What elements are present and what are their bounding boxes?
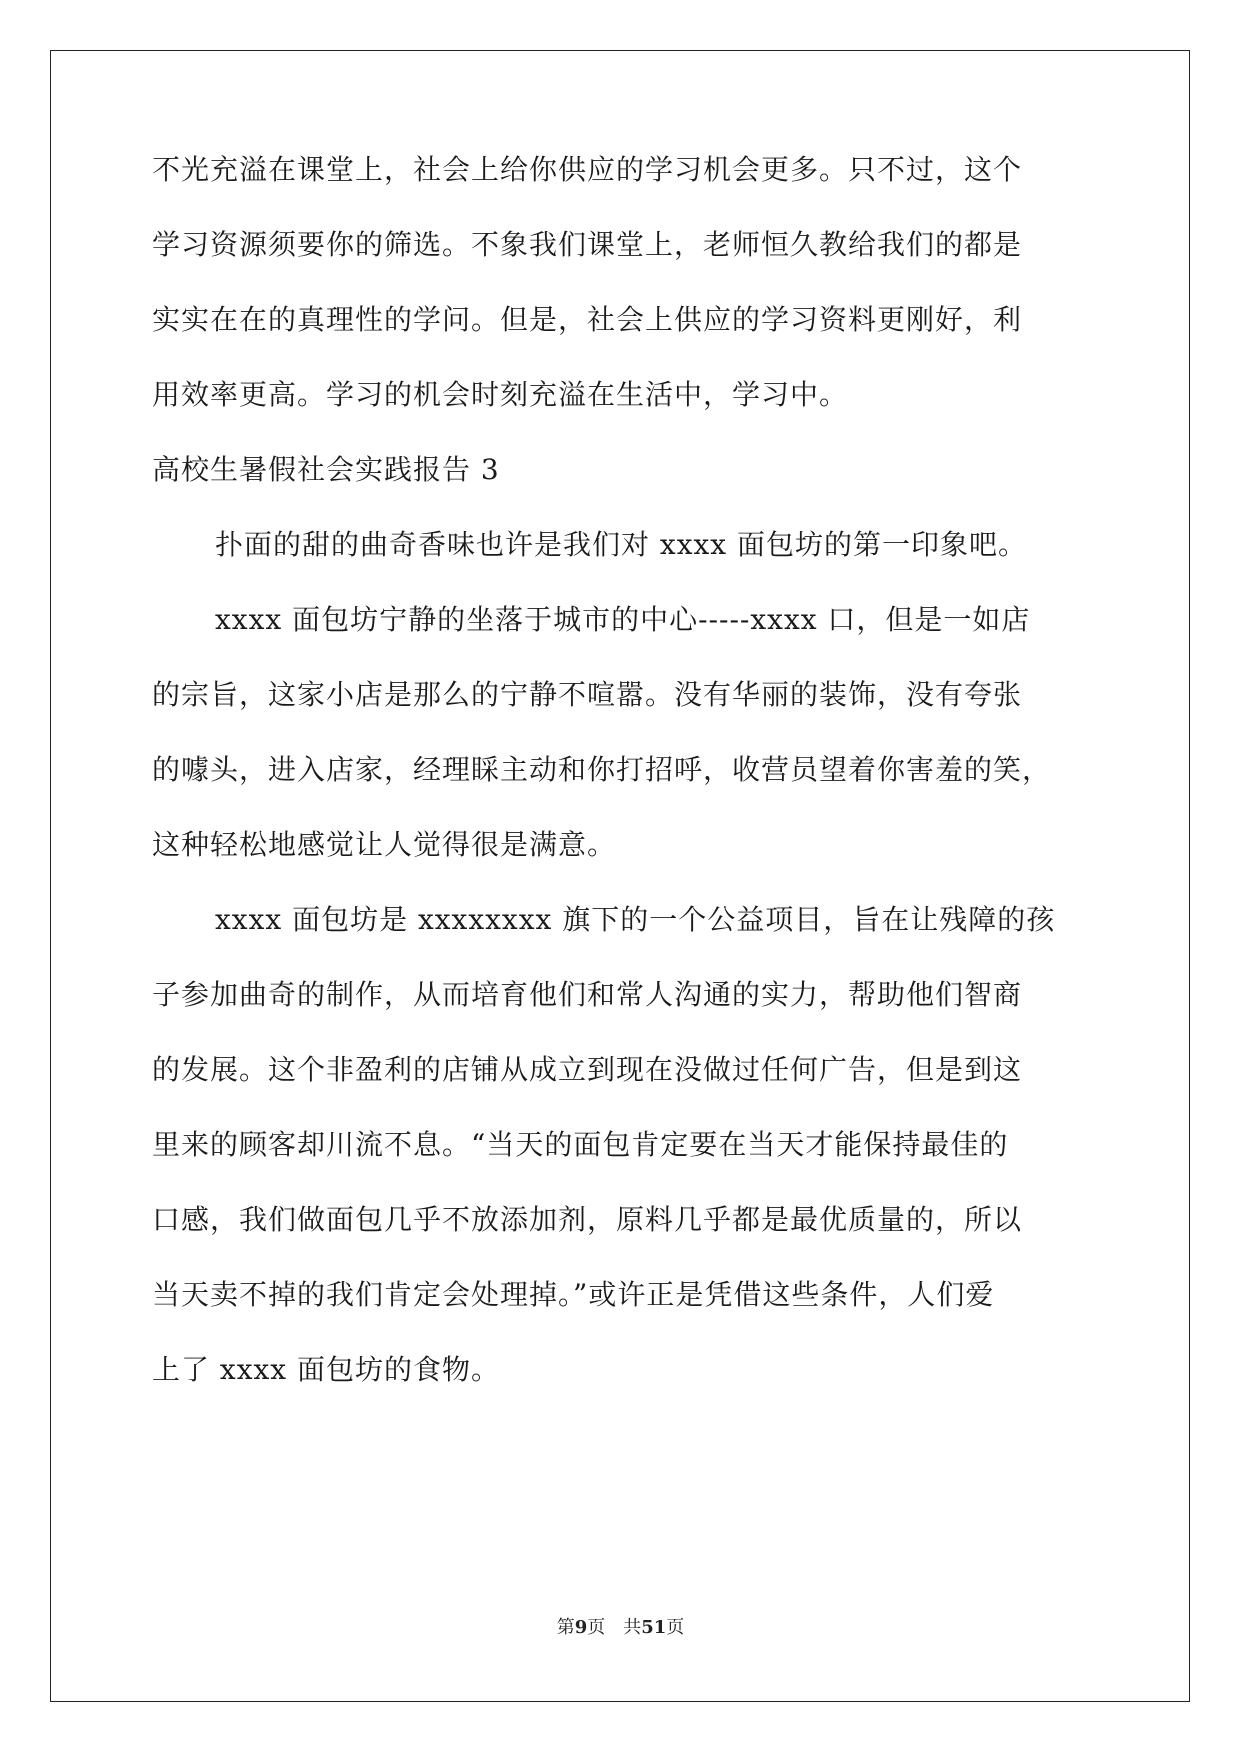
footer-prefix: 第 — [556, 1617, 575, 1638]
section-heading: 高校生暑假社会实践报告 3 — [152, 453, 500, 486]
total-page-count: 51 — [641, 1617, 667, 1638]
footer-suffix: 页 — [666, 1617, 685, 1638]
paragraph-line: xxxx 面包坊是 xxxxxxxx 旗下的一个公益项目，旨在让残障的孩 — [215, 903, 1056, 936]
paragraph-line: 这种轻松地感觉让人觉得很是满意。 — [152, 828, 617, 861]
paragraph-line: 实实在在的真理性的学问。但是，社会上供应的学习资料更刚好，利 — [152, 303, 1023, 336]
paragraph-line: 当天卖不掉的我们肯定会处理掉。”或许正是凭借这些条件，人们爱 — [152, 1278, 995, 1311]
paragraph-line: 上了 xxxx 面包坊的食物。 — [152, 1353, 500, 1386]
paragraph-line: 扑面的甜的曲奇香味也许是我们对 xxxx 面包坊的第一印象吧。 — [215, 528, 1027, 561]
page-border — [50, 50, 1190, 1702]
paragraph-line: 学习资源须要你的筛选。不象我们课堂上，老师恒久教给我们的都是 — [152, 228, 1023, 261]
paragraph-line: 不光充溢在课堂上，社会上给你供应的学习机会更多。只不过，这个 — [152, 153, 1023, 186]
paragraph-line: 用效率更高。学习的机会时刻充溢在生活中，学习中。 — [152, 378, 849, 411]
paragraph-line: 口感，我们做面包几乎不放添加剂，原料几乎都是最优质量的，所以 — [152, 1203, 1023, 1236]
footer-mid: 页 共 — [587, 1617, 642, 1638]
current-page-number: 9 — [574, 1617, 588, 1638]
paragraph-line: xxxx 面包坊宁静的坐落于城市的中心-----xxxx 口，但是一如店 — [215, 603, 1031, 636]
page-footer — [0, 1616, 1241, 1640]
paragraph-line: 子参加曲奇的制作，从而培育他们和常人沟通的实力，帮助他们智商 — [152, 978, 1023, 1011]
paragraph-line: 的发展。这个非盈利的店铺从成立到现在没做过任何广告，但是到这 — [152, 1053, 1023, 1086]
paragraph-line: 里来的顾客却川流不息。“当天的面包肯定要在当天才能保持最佳的 — [152, 1128, 1009, 1161]
paragraph-line: 的宗旨，这家小店是那么的宁静不喧嚣。没有华丽的装饰，没有夸张 — [152, 678, 1023, 711]
paragraph-line: 的噱头，进入店家，经理睬主动和你打招呼，收营员望着你害羞的笑， — [152, 753, 1052, 786]
